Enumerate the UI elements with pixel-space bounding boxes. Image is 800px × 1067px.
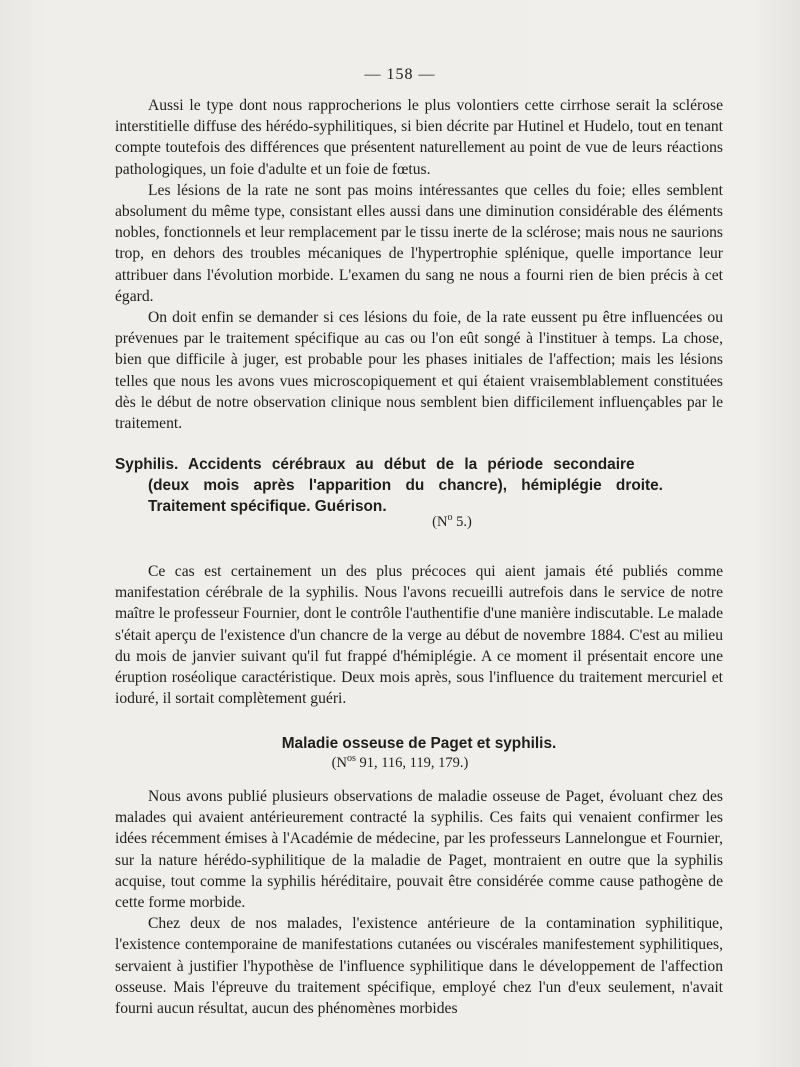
heading-line: Traitement spécifique. Guérison.	[148, 498, 387, 515]
paragraph: On doit enfin se demander si ces lésions du foie, de la rate eussent pu être influencées ou prévenues par le traitement spécifique au cas ou l'on eût songé à l'instituer à temps. La chose, bien que difficile à juger, est probable pour les phases initiales de l'affection; mais les lésions telles que nous les avons vues microscopiquement et qui étaient vraisemblablement constituées dès le début de notre observation clinique nous semblent bien difficilement influençables par le traitement.	[115, 309, 723, 433]
paragraph: Chez deux de nos malades, l'existence antérieure de la contamination syphilitique, l'existence contemporaine de manifestations cutanées ou viscérales manifestement syphilitiques, servaient à justifier l'hypothèse de l'influence syphilitique dans le développement de l'affection osseuse. Mais l'épreuve du traitement spécifique, employé chez l'un d'eux seulement, n'avait fourni aucun résultat, aucun des phénomènes morbides	[115, 915, 723, 1018]
paragraph: Les lésions de la rate ne sont pas moins intéressantes que celles du foie; elles semblent absolument du même type, consistant elles aussi dans une diminution considérable des éléments nobles, fonctionnels et leur remplacement par le tissu inerte de la sclérose; mais nous ne saurions trop, en dehors des troubles mécaniques de l'hypertrophie splénique, quelle importance leur attribuer dans l'évolution morbide. L'examen du sang ne nous a fourni rien de bien précis à cet égard.	[115, 181, 723, 305]
heading-line: (deux mois après l'apparition du chancre), hémiplégie droite.	[148, 477, 663, 494]
paragraph: Aussi le type dont nous rapprocherions le plus volontiers cette cirrhose serait la sclérose interstitielle diffuse des hérédo-syphilitiques, si bien décrite par Hutinel et Hudelo, tout en tenant compte toutefois des différences que présentent naturellement au point de vue de leurs réactions pathologiques, un foie d'adulte et un foie de fœtus.	[115, 97, 723, 178]
paragraph: Ce cas est certainement un des plus précoces qui aient jamais été publiés comme manifestation cérébrale de la syphilis. Nous l'avons recueilli autrefois dans le service de notre maître le professeur Fournier, dont le contrôle l'authentifie d'une manière indiscutable. Le malade s'était aperçu de l'existence d'un chancre de la verge au début de novembre 1884. C'est au milieu du mois de janvier suivant qu'il fut frappé d'hémiplégie. A ce moment il présentait encore une éruption roséolique caractéristique. Deux mois après, sous l'influence du traitement mercuriel et ioduré, il sortait complètement guéri.	[115, 563, 723, 708]
section-1-body	[115, 561, 723, 709]
observation-reference: ($N^o$ 5.)	[432, 512, 472, 530]
section-2-body	[115, 786, 723, 1019]
observation-reference: ($N^{os}$ 91, 116, 119, 179.)	[331, 753, 469, 771]
section-heading-syphilis-cerebral	[115, 454, 723, 517]
heading-line: Syphilis. Accidents cérébraux au début de la période secondaire	[115, 456, 635, 473]
page-number: — 158 —	[364, 66, 436, 83]
paragraph: Nous avons publié plusieurs observations de maladie osseuse de Paget, évoluant chez des malades qui avaient antérieurement contracté la syphilis. Ces faits qui venaient confirmer les idées récemment émises à l'Académie de médecine, par les professeurs Lannelongue et Fournier, sur la nature hérédo-syphilitique de la maladie de Paget, montraient en outre que la syphilis acquise, tout comme la syphilis héréditaire, pouvait être considérée comme cause pathogène de cette forme morbide.	[115, 788, 723, 912]
section-heading-paget: Maladie osseuse de Paget et syphilis.	[281, 735, 557, 752]
opening-text-block	[115, 95, 723, 434]
